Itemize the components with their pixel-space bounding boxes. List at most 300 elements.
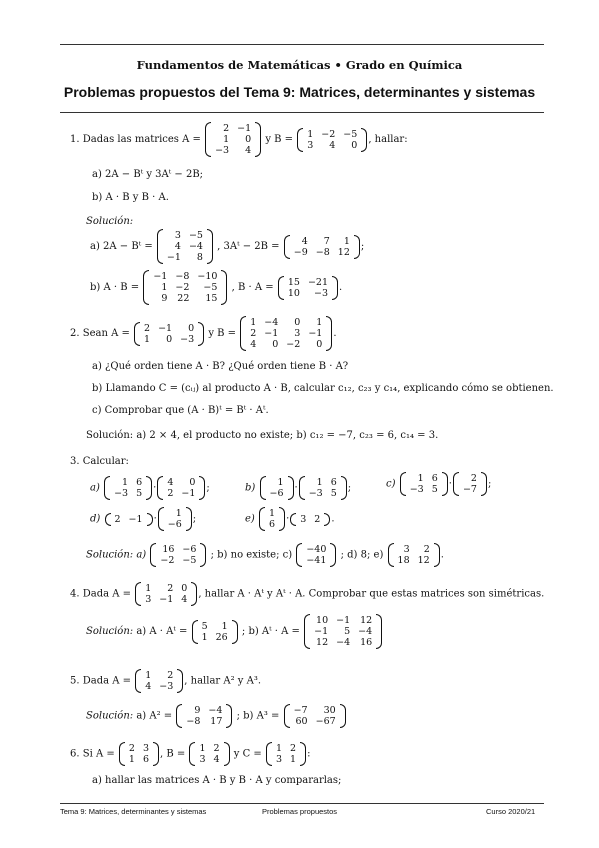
matrix-cell: 1	[175, 508, 182, 519]
matrix-cell: 2	[128, 743, 135, 754]
matrix-entries	[302, 543, 330, 567]
right-paren	[330, 543, 336, 567]
matrix-cell: −3	[215, 145, 230, 156]
matrix-cell: 1	[122, 477, 129, 488]
matrix-cell: 0	[294, 317, 301, 328]
matrix-cell: 5	[431, 484, 438, 495]
text: ·	[448, 478, 452, 490]
text: 5. Dada A =	[70, 675, 132, 687]
matrix	[453, 472, 487, 496]
matrix-cell: 3	[294, 328, 301, 339]
matrix-cell: 6	[431, 473, 438, 484]
right-paren	[332, 276, 338, 300]
text: ;	[347, 482, 352, 494]
problem-1-solution-b	[90, 270, 342, 305]
matrix-cell: −6	[182, 544, 197, 555]
matrix-cell: −3	[308, 488, 323, 499]
text: .	[333, 328, 337, 339]
problem-3-d	[90, 507, 196, 531]
matrix-entries	[163, 229, 207, 264]
title-rule	[60, 112, 544, 113]
matrix-cell: 3	[142, 743, 150, 754]
matrix-cell: −4	[336, 637, 351, 648]
text: , hallar A² y A³.	[184, 675, 262, 687]
text: ; b) A³ =	[236, 710, 280, 722]
matrix-A	[135, 582, 197, 606]
matrix-cell: −8	[315, 246, 330, 258]
matrix-cell: −4	[208, 705, 223, 716]
matrix-cell: 0	[181, 583, 188, 594]
matrix-cell: −1	[237, 123, 252, 134]
matrix-cell: 2	[223, 123, 230, 134]
matrix-cell: 0	[189, 477, 196, 488]
matrix	[304, 614, 382, 649]
text: a)	[136, 549, 147, 561]
matrix-cell: −1	[153, 271, 168, 282]
matrix-cell: 0	[188, 322, 195, 334]
matrix-C	[266, 742, 306, 766]
text: ·	[294, 482, 298, 494]
matrix-cell: −10	[197, 271, 218, 282]
matrix-entries	[198, 620, 232, 644]
right-paren	[376, 614, 382, 649]
matrix-cell: 1	[221, 620, 228, 632]
right-paren	[354, 235, 360, 259]
problem-6-a: a) hallar las matrices A · B y B · A y compararlas;	[92, 775, 342, 786]
matrix-entries	[305, 476, 341, 500]
right-paren	[341, 476, 347, 500]
matrix-entries	[266, 476, 288, 500]
matrix-cell: −2	[160, 555, 175, 566]
matrix-cell: 10	[316, 615, 329, 626]
matrix-cell: 4	[174, 241, 181, 252]
matrix-entries	[290, 704, 340, 728]
matrix-cell: 1	[145, 583, 152, 594]
text: b)	[245, 482, 256, 494]
matrix-entries	[290, 235, 354, 259]
text: , 3Aᵗ − 2B =	[217, 241, 280, 252]
right-paren	[200, 543, 206, 567]
text: ·	[286, 513, 290, 525]
matrix-cell: −67	[315, 716, 336, 727]
matrix-cell: 1	[145, 670, 152, 681]
matrix-cell: 4	[181, 594, 188, 605]
matrix-cell: 1	[316, 317, 323, 328]
top-rule	[60, 44, 544, 45]
matrix-cell: 16	[360, 637, 373, 648]
matrix-cell: −2	[175, 282, 190, 293]
matrix-cell: −3	[114, 488, 129, 499]
matrix-cell: 0	[316, 339, 323, 350]
problem-3-e	[245, 507, 335, 531]
matrix-cell: −5	[203, 282, 218, 293]
matrix-entries	[265, 507, 279, 531]
footer-center: Problemas propuestos	[262, 807, 338, 816]
matrix	[104, 476, 152, 500]
matrix-cell: −21	[307, 276, 328, 288]
problem-3-a	[90, 476, 210, 500]
matrix-cell: 6	[142, 754, 150, 765]
matrix-cell: 1	[128, 754, 135, 765]
text: a) A · Aᵗ =	[136, 626, 188, 637]
matrix-cell: 12	[417, 555, 430, 566]
text: e)	[245, 513, 255, 525]
matrix-cell: 22	[177, 293, 190, 304]
matrix-entries	[182, 704, 226, 728]
text: ; b) no existe; c)	[210, 549, 293, 561]
matrix-cell: 10	[287, 287, 300, 299]
matrix-cell: −5	[182, 555, 197, 566]
matrix-cell: 2	[167, 488, 174, 499]
matrix-entries	[303, 128, 361, 152]
matrix-cell: 12	[316, 637, 329, 648]
matrix-entries	[272, 742, 300, 766]
matrix-cell: −40	[306, 544, 327, 555]
text: a) A² =	[136, 710, 173, 722]
right-paren	[191, 582, 197, 606]
text: Solución:	[86, 549, 134, 561]
text: , B =	[160, 748, 186, 760]
right-paren	[146, 476, 152, 500]
text: ·	[153, 482, 157, 494]
text: Solución:	[86, 626, 134, 637]
matrix-cell: 2	[167, 670, 174, 681]
problem-2-a: a) ¿Qué orden tiene A · B? ¿Qué orden tiene B · A?	[92, 361, 349, 372]
matrix-cell: −1	[159, 594, 174, 605]
matrix-cell: −3	[159, 681, 174, 692]
matrix-cell: 18	[397, 555, 410, 566]
matrix-cell: −1	[264, 328, 279, 339]
problem-5-solution	[86, 704, 347, 728]
matrix-cell: 1	[307, 128, 314, 140]
matrix-entries	[246, 316, 326, 351]
matrix	[284, 704, 346, 728]
matrix-entries	[310, 614, 376, 649]
matrix-cell: 2	[144, 322, 151, 334]
matrix-cell: 0	[272, 339, 279, 350]
problem-3-statement: 3. Calcular:	[70, 456, 129, 467]
matrix-cell: 2	[213, 743, 220, 754]
text: .	[331, 513, 335, 525]
matrix-cell: 26	[215, 631, 228, 643]
text: 2. Sean A =	[70, 328, 130, 339]
matrix-A	[134, 322, 204, 346]
right-paren	[361, 128, 367, 152]
matrix	[176, 704, 232, 728]
matrix-cell: 4	[167, 477, 174, 488]
right-paren	[153, 742, 159, 766]
matrix-entries	[125, 742, 153, 766]
matrix	[296, 543, 336, 567]
matrix-cell: −6	[167, 519, 182, 530]
text: ·	[153, 513, 157, 525]
matrix-B	[240, 316, 332, 351]
matrix-cell: 3	[300, 513, 307, 525]
right-paren	[442, 472, 448, 496]
matrix-cell: 4	[245, 145, 252, 156]
text: :	[307, 748, 311, 760]
problem-4-statement	[70, 582, 544, 606]
right-paren	[481, 472, 487, 496]
matrix-cell: −1	[158, 322, 173, 334]
matrix-cell: −2	[321, 128, 336, 140]
matrix-cell: 5	[330, 488, 337, 499]
right-paren	[226, 704, 232, 728]
matrix-cell: −7	[293, 705, 308, 716]
right-paren	[288, 476, 294, 500]
text: y B =	[208, 328, 237, 339]
text: ;	[487, 478, 492, 490]
matrix-cell: 1	[161, 282, 168, 293]
problem-6-statement	[70, 742, 310, 766]
matrix	[278, 276, 338, 300]
matrix-cell: 1	[275, 743, 283, 754]
matrix-cell: 6	[330, 477, 337, 488]
matrix-cell: 4	[329, 139, 336, 151]
text: .	[440, 549, 444, 561]
matrix-entries	[459, 472, 481, 496]
matrix-cell: 30	[323, 705, 336, 716]
matrix-A	[135, 669, 183, 693]
right-paren	[279, 507, 285, 531]
matrix-cell: 3	[307, 139, 314, 151]
matrix	[143, 270, 227, 305]
matrix-cell: 9	[194, 705, 201, 716]
matrix-cell: −3	[313, 287, 328, 299]
matrix-entries	[110, 476, 146, 500]
text: 4. Dada A =	[70, 588, 132, 600]
matrix	[157, 476, 205, 500]
matrix-cell: −9	[293, 246, 308, 258]
matrix-cell: 4	[213, 754, 220, 765]
right-paren	[199, 476, 205, 500]
right-paren	[207, 229, 213, 264]
problem-1-solution-a	[90, 229, 364, 264]
matrix-entries	[156, 543, 200, 567]
matrix-cell: 0	[245, 134, 252, 145]
matrix	[260, 476, 294, 500]
matrix-cell: −2	[286, 339, 301, 350]
text: d)	[90, 513, 101, 525]
right-paren	[434, 543, 440, 567]
text: ; b) Aᵗ · A =	[241, 626, 300, 637]
right-paren	[255, 122, 261, 157]
matrix-cell: 2	[167, 583, 174, 594]
text: c)	[386, 478, 396, 490]
right-paren	[198, 322, 204, 346]
matrix-B	[297, 128, 367, 152]
matrix-cell: 2	[290, 743, 297, 754]
matrix-cell: 1	[277, 477, 284, 488]
matrix-cell: −1	[128, 513, 143, 525]
matrix-cell: 4	[301, 235, 308, 247]
course-name: Fundamentos de Matemáticas • Grado en Química	[136, 58, 463, 72]
matrix	[157, 229, 213, 264]
text: b) A · B =	[90, 282, 140, 293]
problem-1-solution-label: Solución:	[86, 216, 134, 227]
right-paren	[232, 620, 238, 644]
matrix-entries	[164, 507, 186, 531]
matrix-cell: 16	[162, 544, 175, 555]
text: a)	[90, 482, 100, 494]
matrix-cell: 2	[423, 544, 430, 555]
matrix	[105, 513, 153, 526]
matrix-cell: 6	[136, 477, 143, 488]
matrix-cell: 8	[196, 252, 203, 263]
matrix-cell: 2	[114, 513, 121, 525]
matrix-cell: 12	[337, 246, 350, 258]
text: y B =	[265, 134, 294, 145]
matrix-cell: 4	[145, 681, 152, 692]
matrix-cell: −4	[358, 626, 373, 637]
matrix-cell: −1	[166, 252, 181, 263]
matrix-cell: −6	[269, 488, 284, 499]
matrix-cell: −4	[188, 241, 203, 252]
matrix-cell: 1	[290, 754, 297, 765]
text: y C =	[233, 748, 262, 760]
matrix	[284, 235, 360, 259]
text: ;	[192, 513, 197, 525]
matrix-entries	[211, 122, 255, 157]
matrix-A	[119, 742, 159, 766]
text: .	[339, 282, 343, 293]
text: 1. Dadas las matrices A =	[70, 134, 201, 145]
matrix-cell: 1	[223, 134, 230, 145]
matrix-cell: −3	[409, 484, 424, 495]
matrix-cell: 0	[351, 139, 358, 151]
matrix-entries	[195, 742, 223, 766]
matrix-entries	[394, 543, 434, 567]
problem-2-c: c) Comprobar que (A · B)ᵗ = Bᵗ · Aᵗ.	[92, 405, 269, 416]
matrix-A	[205, 122, 261, 157]
text: ;	[206, 482, 210, 494]
matrix-cell: 9	[161, 293, 168, 304]
problem-2-solution: Solución: a) 2 × 4, el producto no existe; b) c₁₂ = −7, c₂₃ = 6, c₁₄ = 3.	[86, 430, 439, 441]
matrix-cell: −8	[186, 716, 201, 727]
right-paren	[221, 270, 227, 305]
matrix-cell: 2	[250, 328, 257, 339]
problem-1-b: b) A · B y B · A.	[92, 192, 169, 203]
matrix-cell: 1	[269, 508, 276, 519]
matrix-cell: 3	[275, 754, 283, 765]
matrix-entries	[296, 513, 324, 526]
matrix-cell: 1	[250, 317, 257, 328]
text: ; d) 8; e)	[340, 549, 384, 561]
matrix-cell: 1	[417, 473, 424, 484]
matrix-cell: 0	[166, 333, 173, 345]
matrix-cell: 7	[323, 235, 330, 247]
matrix-cell: −3	[180, 333, 195, 345]
right-paren	[186, 507, 192, 531]
text: ;	[360, 241, 365, 252]
matrix-entries	[163, 476, 199, 500]
matrix-cell: −7	[462, 484, 477, 495]
matrix-cell: 12	[360, 615, 373, 626]
matrix-cell: 17	[210, 716, 223, 727]
matrix	[299, 476, 347, 500]
matrix-cell: 15	[287, 276, 300, 288]
problem-3-c	[386, 472, 491, 496]
matrix	[400, 472, 448, 496]
matrix-cell: −1	[308, 328, 323, 339]
page-title: Problemas propuestos del Tema 9: Matrices, determinantes y sistemas	[63, 84, 536, 100]
matrix-cell: −8	[175, 271, 190, 282]
matrix-cell: 5	[136, 488, 143, 499]
matrix-cell: 60	[295, 716, 308, 727]
matrix-entries	[149, 270, 221, 305]
matrix	[388, 543, 440, 567]
matrix	[192, 620, 238, 644]
problem-3-b	[245, 476, 351, 500]
right-paren	[300, 742, 306, 766]
matrix-cell: 2	[470, 473, 477, 484]
matrix-cell: 2	[314, 513, 321, 525]
matrix-cell: −1	[181, 488, 196, 499]
matrix-cell: 5	[344, 626, 351, 637]
matrix-cell: −4	[264, 317, 279, 328]
matrix	[150, 543, 206, 567]
matrix-cell: 5	[201, 620, 208, 632]
matrix-cell: 1	[343, 235, 350, 247]
text: 6. Si A =	[70, 748, 115, 760]
matrix-entries	[111, 513, 147, 526]
footer-left: Tema 9: Matrices, determinantes y sistemas	[60, 807, 207, 816]
text: , hallar:	[368, 134, 408, 145]
matrix-B	[189, 742, 229, 766]
problem-2-b: b) Llamando C = (cᵢⱼ) al producto A · B, calcular c₁₂, c₂₃ y c₁₄, explicando cómo se obtienen.	[92, 383, 554, 394]
matrix	[290, 513, 330, 526]
matrix-entries	[284, 276, 332, 300]
matrix-cell: −1	[336, 615, 351, 626]
problem-4-solution	[86, 614, 383, 649]
matrix-entries	[141, 582, 191, 606]
matrix-cell: −5	[188, 230, 203, 241]
matrix-cell: 3	[145, 594, 152, 605]
matrix-cell: 6	[269, 519, 276, 530]
footer-rule	[60, 803, 544, 804]
matrix-entries	[141, 669, 177, 693]
matrix-cell: −41	[306, 555, 327, 566]
matrix-cell: 3	[174, 230, 181, 241]
text: a) 2A − Bᵗ =	[90, 241, 153, 252]
matrix-cell: 1	[144, 333, 151, 345]
right-paren	[326, 316, 332, 351]
problem-1-statement	[70, 122, 408, 157]
matrix	[158, 507, 192, 531]
matrix-cell: 1	[199, 743, 206, 754]
text: , B · A =	[231, 282, 274, 293]
matrix-cell: −5	[343, 128, 358, 140]
right-paren	[224, 742, 230, 766]
right-paren	[147, 513, 153, 526]
problem-2-statement	[70, 316, 337, 351]
matrix-cell: 3	[403, 544, 410, 555]
matrix-cell: 1	[316, 477, 323, 488]
problem-3-solution	[86, 543, 444, 567]
problem-1-a: a) 2A − Bᵗ y 3Aᵗ − 2B;	[92, 169, 204, 180]
matrix-entries	[406, 472, 442, 496]
right-paren	[177, 669, 183, 693]
matrix-cell: 1	[201, 631, 208, 643]
matrix-entries	[140, 322, 198, 346]
matrix-cell: 15	[205, 293, 218, 304]
right-paren	[340, 704, 346, 728]
footer-right: Curso 2020/21	[486, 807, 536, 816]
matrix-cell: −1	[314, 626, 329, 637]
matrix-cell: 3	[199, 754, 206, 765]
problem-5-statement	[70, 669, 261, 693]
text: Solución:	[86, 710, 134, 722]
